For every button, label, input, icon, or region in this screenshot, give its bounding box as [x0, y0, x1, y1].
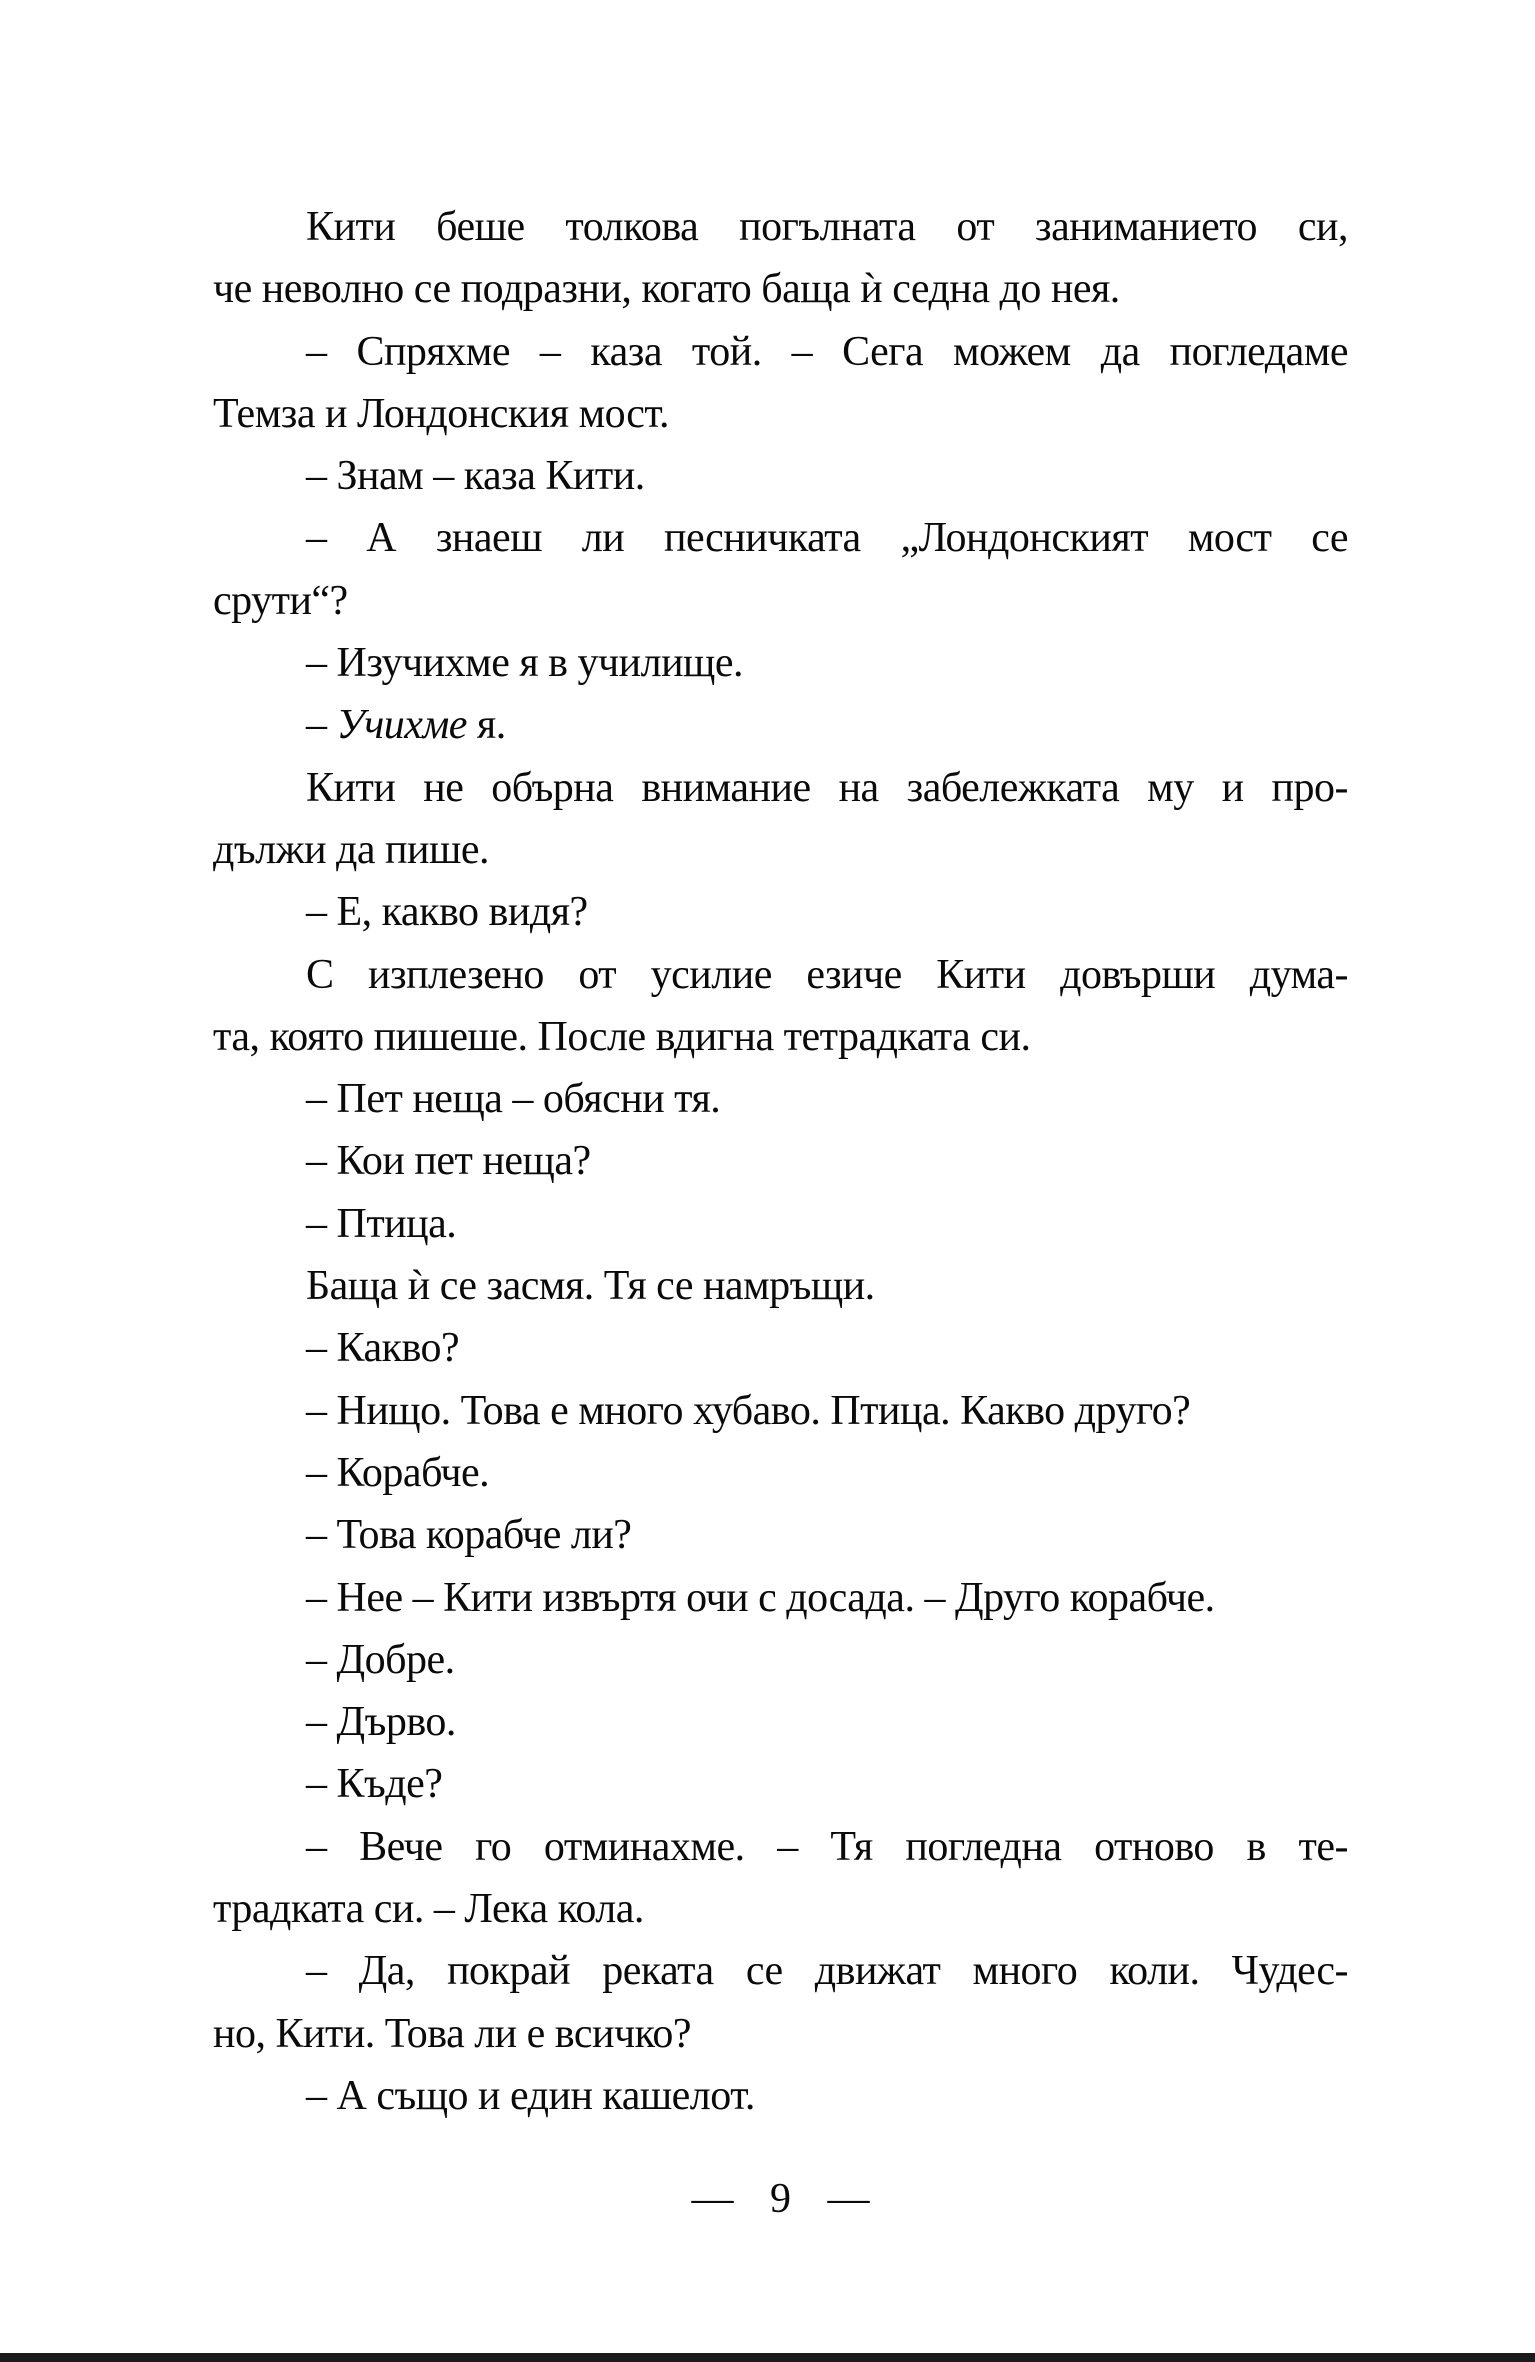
text-line: дължи да пише.	[213, 826, 489, 873]
page-number: — 9 —	[691, 2176, 870, 2222]
text-line: – Кои пет неща?	[306, 1138, 591, 1185]
text-line: – Това корабче ли?	[306, 1512, 632, 1559]
text-line: – Изучихме я в училище.	[306, 640, 744, 687]
text-line: – Вече го отминахме. – Тя погледна отново в те-	[306, 1823, 1348, 1870]
text-segment: –	[306, 702, 337, 749]
scan-edge-bar	[0, 2353, 1535, 2362]
text-line: но, Кити. Това ли е всичко?	[213, 2010, 692, 2057]
text-line: Темза и Лондонския мост.	[213, 390, 670, 437]
text-line: – Нищо. Това е много хубаво. Птица. Какво друго?	[306, 1387, 1191, 1434]
text-segment: я.	[466, 702, 506, 749]
text-line: Кити беше толкова погълната от заниманието си,	[306, 204, 1348, 250]
text-line: та, която пишеше. После вдигна тетрадката си.	[213, 1013, 1031, 1060]
text-block	[213, 196, 1348, 2127]
text-line: – А също и един кашелот.	[306, 2072, 755, 2119]
text-line: – Какво?	[306, 1325, 460, 1372]
text-line: срути“?	[213, 577, 348, 624]
text-line: традката си. – Лека кола.	[213, 1886, 644, 1933]
text-line	[213, 694, 1348, 756]
text-line: С изплезено от усилие езиче Кити довърши дума-	[306, 951, 1348, 998]
text-line: – Къде?	[306, 1761, 443, 1808]
text-line: – Е, какво видя?	[306, 889, 588, 936]
text-line: – Дърво.	[306, 1699, 456, 1746]
text-line: – Птица.	[306, 1200, 457, 1247]
text-line: – Пет неща – обясни тя.	[306, 1076, 721, 1123]
text-line: че неволно се подразни, когато баща ѝ седна до нея.	[213, 266, 1120, 313]
text-line: – Корабче.	[306, 1449, 490, 1496]
text-line: – Нее – Кити извъртя очи с досада. – Друго корабче.	[306, 1574, 1215, 1621]
text-line: – Да, покрай реката се движат много коли. Чудес-	[306, 1948, 1348, 1995]
text-line: Кити не обърна внимание на забележката му и про-	[306, 764, 1348, 811]
text-line: – А знаеш ли песничката „Лондонският мост се	[306, 515, 1348, 562]
text-line: – Знам – каза Кити.	[306, 453, 645, 500]
text-line: – Спряхме – каза той. – Сега можем да погледаме	[306, 328, 1348, 375]
text-line: – Добре.	[306, 1636, 455, 1683]
emphasized-word: Учихме	[336, 702, 467, 749]
text-line: Баща ѝ се засмя. Тя се намръщи.	[306, 1263, 875, 1310]
